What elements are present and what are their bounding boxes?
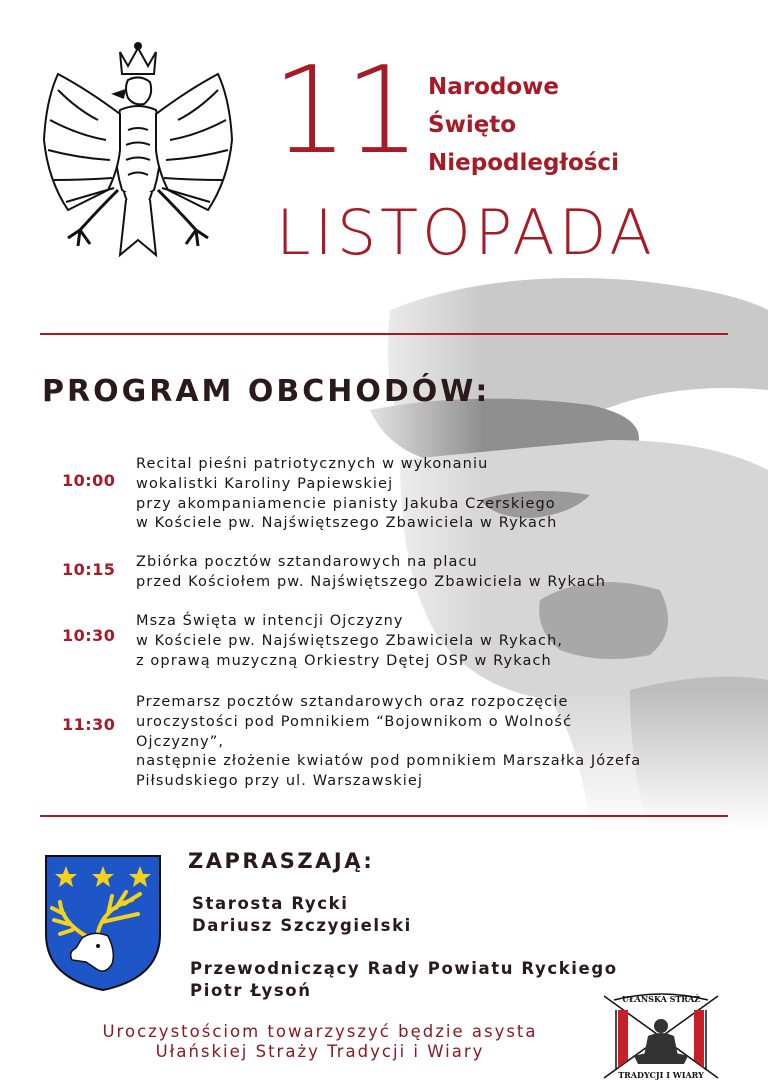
divider-top — [40, 333, 728, 335]
inviter-line: Starosta Rycki — [192, 894, 349, 913]
description-line: z oprawą muzyczną Orkiestry Dętej OSP w Rykach — [136, 652, 552, 669]
program-time: 10:15 — [62, 560, 116, 579]
logo-bottom-text: TRADYCJI I WIARY — [618, 1070, 704, 1080]
inviter-starosta — [192, 893, 412, 937]
inviter-line: Dariusz Szczygielski — [192, 916, 412, 935]
holiday-line: Niepodległości — [428, 150, 619, 176]
description-line: wokalistki Karoliny Papiewskiej — [136, 475, 394, 492]
holiday-line: Narodowe — [428, 74, 560, 100]
inviter-line: Przewodniczący Rady Powiatu Ryckiego — [190, 959, 618, 978]
coat-of-arms-icon — [42, 852, 164, 994]
program-time: 10:30 — [62, 626, 116, 645]
polish-eagle-icon — [28, 40, 248, 290]
note-line: Uroczystościom towarzyszyć będzie asysta — [102, 1022, 538, 1041]
description-line: Piłsudskiego przy ul. Warszawskiej — [136, 773, 424, 790]
program-description — [136, 553, 716, 593]
description-line: przed Kościołem pw. Najświętszego Zbawiciela w Rykach — [136, 573, 607, 590]
day-number: 11 — [272, 42, 417, 181]
program-time: 10:00 — [62, 471, 116, 490]
description-line: Zbiórka pocztów sztandarowych na placu — [136, 554, 478, 570]
description-line: w Kościele pw. Najświętszego Zbawiciela w Rykach, — [136, 632, 564, 649]
program-description — [136, 693, 716, 792]
description-line: uroczystości pod Pomnikiem “Bojownikom o Wolność — [136, 713, 573, 730]
description-line: następnie złożenie kwiatów pod pomnikiem Marszałka Józefa — [136, 753, 642, 770]
program-description — [136, 612, 716, 671]
note-line: Ułańskiej Straży Tradycji i Wiary — [155, 1042, 485, 1061]
inviter-line: Piotr Łysoń — [190, 981, 312, 1000]
invitation-title: ZAPRASZAJĄ: — [188, 849, 375, 873]
description-line: w Kościele pw. Najświętszego Zbawiciela w Rykach — [136, 515, 558, 532]
description-line: Recital pieśni patriotycznych w wykonaniu — [136, 456, 489, 472]
escort-note — [40, 1022, 600, 1062]
program-description — [136, 455, 716, 534]
logo-top-text: UŁAŃSKA STRAŻ — [622, 994, 700, 1004]
program-time: 11:30 — [62, 715, 116, 734]
holiday-line: Święto — [428, 112, 517, 138]
program-title: PROGRAM OBCHODÓW: — [42, 374, 491, 409]
description-line: Przemarsz pocztów sztandarowych oraz rozpoczęcie — [136, 694, 569, 710]
description-line: Msza Święta w intencji Ojczyzny — [136, 613, 404, 629]
divider-bottom — [40, 815, 728, 817]
inviter-chairman — [190, 958, 618, 1002]
description-line: Ojczyzny”, — [136, 733, 225, 750]
month-name: LISTOPADA — [276, 196, 656, 269]
lancer-guard-logo — [594, 990, 728, 1082]
description-line: przy akompaniamencie pianisty Jakuba Czerskiego — [136, 495, 556, 512]
holiday-name — [428, 68, 619, 182]
